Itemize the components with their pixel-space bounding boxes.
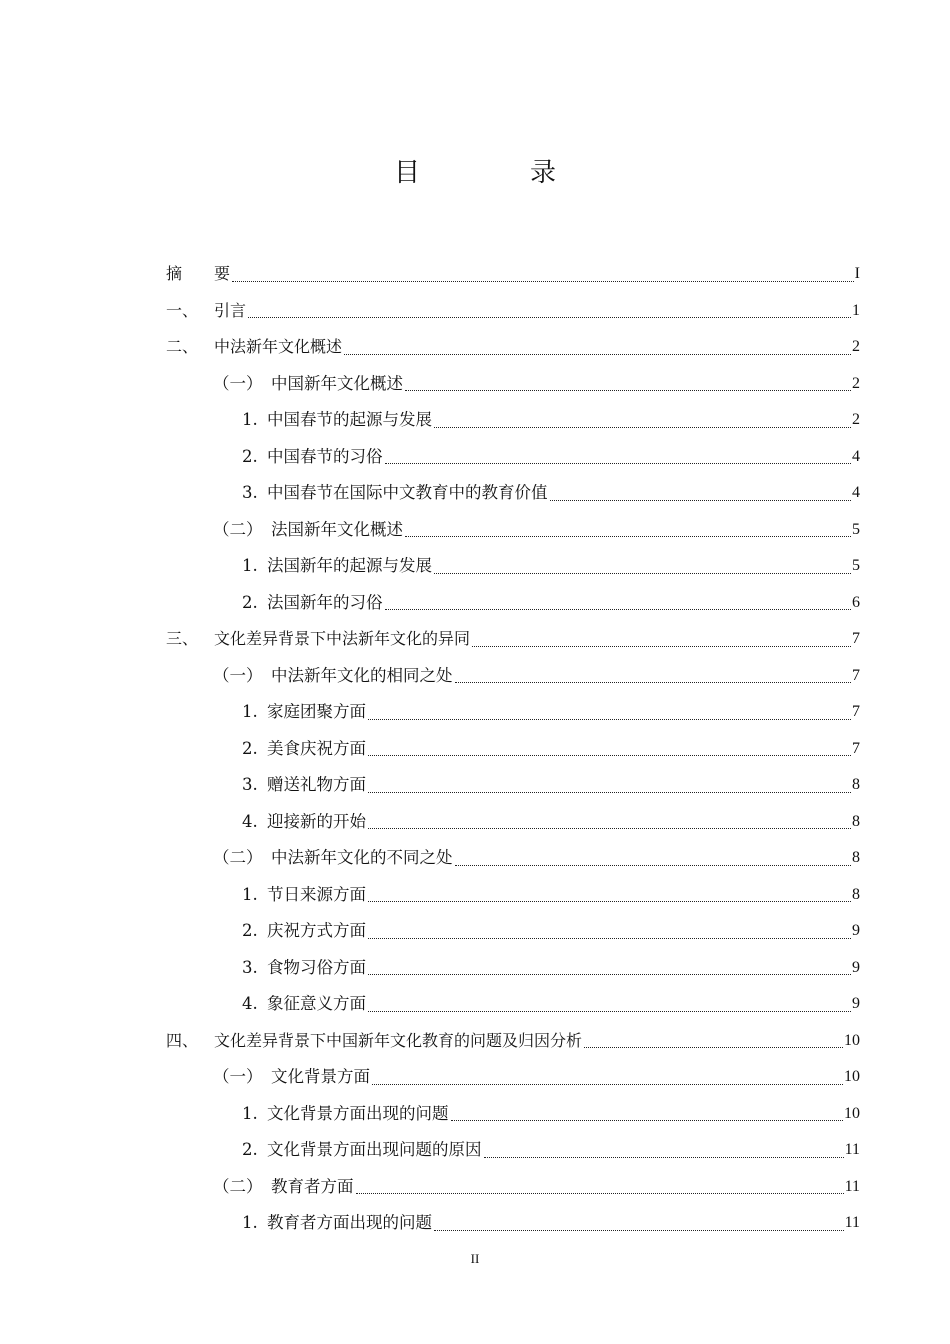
toc-entry-number: 2.	[242, 921, 258, 940]
toc-entry[interactable]	[166, 1059, 860, 1096]
dot-leader	[368, 938, 851, 939]
toc-entry[interactable]	[166, 329, 860, 366]
toc-entry-page: 7	[852, 666, 860, 684]
toc-entry[interactable]	[166, 475, 860, 512]
dot-leader	[248, 317, 851, 318]
toc-entry-page: 7	[852, 703, 860, 721]
toc-entry[interactable]	[166, 950, 860, 987]
toc-entry-page: 6	[852, 593, 860, 611]
toc-entry-page: 8	[852, 776, 860, 794]
dot-leader	[368, 755, 851, 756]
dot-leader	[455, 865, 852, 866]
dot-leader	[451, 1120, 844, 1121]
toc-entry[interactable]	[166, 439, 860, 476]
toc-entry-number: （一）	[213, 373, 263, 393]
toc-entry-number: 一、	[166, 300, 199, 320]
toc-entry[interactable]	[166, 1023, 860, 1060]
page-title: 目 录	[393, 158, 598, 188]
dot-leader	[434, 573, 851, 574]
toc-entry-label: 庆祝方式方面	[267, 921, 366, 940]
toc-entry-label: 文化背景方面出现的问题	[267, 1103, 449, 1123]
toc-entry-label: 中国春节在国际中文教育中的教育价值	[267, 483, 548, 502]
toc-entry-label: 文化背景方面	[271, 1067, 370, 1086]
toc-entry-label: 美食庆祝方面	[267, 738, 366, 758]
dot-leader	[344, 354, 851, 355]
toc-entry-label: 法国新年文化概述	[271, 519, 403, 539]
toc-entry-label: 引言	[214, 300, 247, 320]
toc-entry-label: 中国新年文化概述	[271, 373, 403, 393]
toc-entry-page: 5	[852, 520, 860, 538]
toc-entry-number: 1.	[242, 702, 258, 721]
toc-entry[interactable]	[166, 986, 860, 1023]
toc-entry-number: （一）	[213, 665, 263, 685]
dot-leader	[368, 828, 851, 829]
toc-entry-label: 节日来源方面	[267, 884, 366, 904]
dot-leader	[368, 792, 851, 793]
page-number: II	[470, 1251, 480, 1266]
toc-entry-label: 文化背景方面出现问题的原因	[267, 1140, 482, 1159]
toc-entry-number: 1.	[242, 1213, 258, 1232]
toc-entry-page: 4	[852, 447, 860, 465]
toc-entry-page: 7	[852, 630, 860, 648]
toc-entry-number: （二）	[213, 1176, 263, 1196]
toc-entry-page: 10	[844, 1068, 860, 1086]
toc-entry-number: 1.	[242, 556, 258, 575]
toc-entry[interactable]	[166, 548, 860, 585]
toc-entry-label: 要	[214, 264, 231, 284]
toc-entry-number: 3.	[242, 775, 258, 794]
toc-entry-number: （二）	[213, 848, 263, 867]
dot-leader	[232, 281, 854, 282]
toc-entry[interactable]	[166, 1132, 860, 1169]
toc-entry-page: 7	[852, 739, 860, 757]
toc-entry-number: 3.	[242, 957, 258, 977]
toc-entry[interactable]	[166, 585, 860, 622]
toc-entry-label: 食物习俗方面	[267, 957, 366, 977]
toc-entry-page: 2	[852, 411, 860, 429]
toc-entry-page: 9	[852, 922, 860, 940]
toc-entry[interactable]	[166, 293, 860, 330]
toc-entry-number: 4.	[242, 811, 258, 831]
toc-entry-number: 1.	[242, 1103, 258, 1123]
dot-leader	[385, 463, 852, 464]
toc-entry-label: 中国春节的起源与发展	[267, 410, 432, 429]
toc-entry-page: 10	[844, 1031, 860, 1049]
dot-leader	[368, 719, 851, 720]
toc-entry-page: 8	[852, 849, 860, 867]
toc-entry-number: 2.	[242, 738, 258, 758]
dot-leader	[372, 1084, 843, 1085]
toc-entry[interactable]	[166, 512, 860, 549]
toc-entry-page: 10	[844, 1104, 860, 1122]
toc-entry-number: 2.	[242, 446, 258, 466]
table-of-contents	[166, 256, 860, 1242]
toc-entry-label: 中法新年文化的相同之处	[271, 665, 453, 685]
dot-leader	[434, 427, 851, 428]
toc-entry[interactable]	[166, 621, 860, 658]
toc-entry-page: 11	[844, 1214, 860, 1232]
toc-entry[interactable]	[166, 840, 860, 877]
dot-leader	[368, 1011, 851, 1012]
toc-entry[interactable]	[166, 256, 860, 293]
dot-leader	[472, 646, 851, 647]
toc-entry-label: 教育者方面出现的问题	[267, 1213, 432, 1232]
toc-entry-label: 家庭团聚方面	[267, 702, 366, 721]
toc-entry-label: 法国新年的习俗	[267, 592, 383, 612]
toc-entry-label: 文化差异背景下中国新年文化教育的问题及归因分析	[214, 1030, 583, 1050]
dot-leader	[584, 1047, 843, 1048]
toc-entry[interactable]	[166, 1169, 860, 1206]
dot-leader	[356, 1193, 844, 1194]
toc-entry-number: 二、	[166, 337, 199, 357]
toc-entry-number: 摘	[166, 264, 204, 284]
toc-entry-page: 11	[844, 1177, 860, 1195]
toc-entry-page: 1	[852, 301, 860, 319]
dot-leader	[368, 974, 851, 975]
toc-entry-label: 象征意义方面	[267, 994, 366, 1013]
toc-entry[interactable]	[166, 402, 860, 439]
toc-entry[interactable]	[166, 731, 860, 768]
toc-entry-page: 4	[852, 484, 860, 502]
dot-leader	[405, 536, 851, 537]
dot-leader	[484, 1157, 844, 1158]
toc-entry-number: 三、	[166, 629, 199, 649]
toc-entry-page: 2	[852, 338, 860, 356]
toc-entry-label: 中国春节的习俗	[267, 446, 383, 466]
toc-entry-label: 法国新年的起源与发展	[267, 556, 432, 575]
toc-entry-page: I	[854, 265, 860, 283]
toc-entry[interactable]	[166, 694, 860, 731]
toc-entry[interactable]	[166, 1205, 860, 1242]
toc-entry-label: 中法新年文化概述	[214, 337, 343, 357]
toc-entry-label: 赠送礼物方面	[267, 775, 366, 794]
toc-entry-number: 2.	[242, 1140, 258, 1159]
toc-entry-number: 3.	[242, 483, 258, 502]
toc-entry-number: 1.	[242, 884, 258, 904]
dot-leader	[368, 901, 851, 902]
toc-entry-number: 1.	[242, 410, 258, 429]
toc-entry-page: 2	[852, 374, 860, 392]
dot-leader	[385, 609, 852, 610]
toc-entry[interactable]	[166, 913, 860, 950]
toc-entry-page: 8	[852, 885, 860, 903]
toc-entry-number: （一）	[213, 1067, 263, 1086]
toc-entry[interactable]	[166, 767, 860, 804]
dot-leader	[434, 1230, 844, 1231]
toc-entry-page: 9	[852, 995, 860, 1013]
toc-entry-label: 教育者方面	[271, 1176, 354, 1196]
dot-leader	[550, 500, 852, 501]
toc-entry-page: 5	[852, 557, 860, 575]
toc-entry-page: 9	[852, 958, 860, 976]
toc-entry-number: 4.	[242, 994, 258, 1013]
toc-entry-number: 2.	[242, 592, 258, 612]
toc-entry-label: 中法新年文化的不同之处	[271, 848, 453, 867]
toc-entry-number: 四、	[166, 1030, 199, 1050]
dot-leader	[405, 390, 851, 391]
toc-entry-page: 8	[852, 812, 860, 830]
toc-entry-label: 迎接新的开始	[267, 811, 366, 831]
toc-entry[interactable]	[166, 658, 860, 695]
toc-entry[interactable]	[166, 1096, 860, 1133]
toc-entry[interactable]	[166, 877, 860, 914]
toc-entry[interactable]	[166, 804, 860, 841]
dot-leader	[455, 682, 852, 683]
toc-entry-page: 11	[844, 1141, 860, 1159]
toc-entry[interactable]	[166, 366, 860, 403]
toc-entry-label: 文化差异背景下中法新年文化的异同	[214, 629, 471, 649]
toc-entry-number: （二）	[213, 519, 263, 539]
